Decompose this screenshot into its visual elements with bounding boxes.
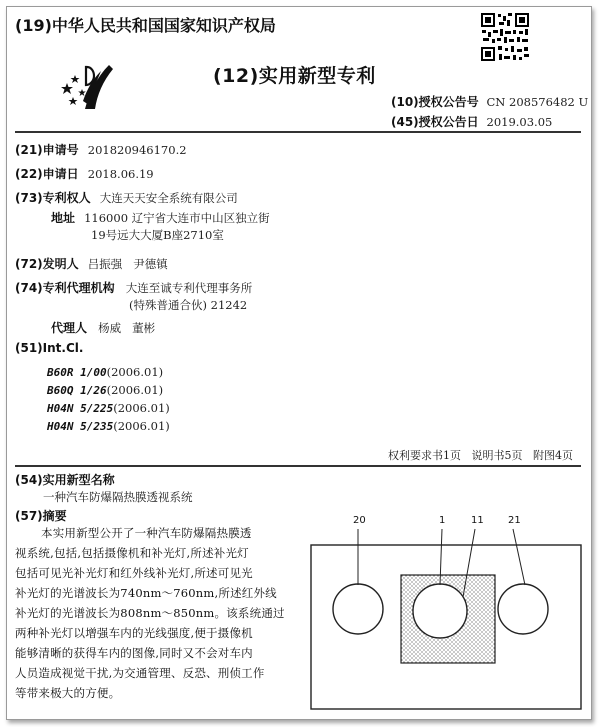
abstract-line: 本实用新型公开了一种汽车防爆隔热膜透 [41,526,252,540]
figure-label: 21 [508,515,521,526]
abstract-line: 补光灯的光谱波长为808nm～850nm。该系统通过 [15,606,285,620]
title-label: (54)实用新型名称 [15,473,115,487]
application-date-row [15,163,154,182]
leader-line [513,529,525,585]
abstract-line: 能够清晰的获得车内的图像,同时又不会对车内 [15,646,253,660]
application-number-label: (21)申请号 [15,143,79,157]
abstract-line: 包括可见光补光灯和红外线补光灯,所述可见光 [15,566,253,580]
abstract-figure [303,505,585,715]
header-divider [15,131,581,133]
agent-row [51,317,155,336]
ipc-row [47,415,170,434]
ipc-version: (2006.01) [113,419,170,433]
ipc-code: H04N 5/225 [47,402,114,415]
inventor-row [15,253,168,272]
utility-model-title: 一种汽车防爆隔热膜透视系统 [43,490,193,504]
document-type: (12)实用新型专利 [213,65,376,87]
intcl-label: (51)Int.Cl. [15,341,84,355]
abstract-label: (57)摘要 [15,509,67,523]
publication-number: CN 208576482 U [486,95,589,109]
publication-date: 2019.03.05 [486,115,553,129]
inventor-label: (72)发明人 [15,257,79,271]
address-line-1: 116000 辽宁省大连市中山区独立街 [84,211,270,225]
pages-info: 权利要求书1页 说明书5页 附图4页 [388,449,573,462]
agent-label: 代理人 [51,321,88,335]
agents: 杨威 董彬 [98,321,156,335]
abstract-line: 补光灯的光谱波长为740nm～760nm,所述红外线 [15,586,277,600]
ipc-code: B60Q 1/26 [47,384,107,397]
ipc-version: (2006.01) [106,365,164,379]
abstract-line: 人员造成视觉干扰,为交通管理、反恐、刑侦工作 [15,666,265,680]
right-lamp [498,584,548,634]
abstract-line: 视系统,包括,包括摄像机和补光灯,所述补光灯 [15,546,249,560]
inventors: 吕振强 尹德镇 [87,257,168,271]
ipc-version: (2006.01) [106,383,164,397]
left-lamp [333,584,383,634]
application-number: 201820946170.2 [87,143,187,157]
agency-line-2: (特殊普通合伙) 21242 [129,298,248,312]
figure-label: 20 [353,515,366,526]
camera-lens [413,584,467,638]
patentee-label: (73)专利权人 [15,191,91,205]
ipc-code: H04N 5/235 [47,420,114,433]
application-date: 2018.06.19 [87,167,154,181]
figure-label: 11 [471,515,484,526]
section-divider [15,465,581,467]
application-number-row [15,139,187,158]
ipc-version: (2006.01) [113,401,170,415]
agency-row [15,277,252,296]
ipc-code: B60R 1/00 [47,366,107,379]
agency-line-1: 大连至诚专利代理事务所 [125,281,253,295]
agency-label: (74)专利代理机构 [15,281,115,295]
patentee-row [15,187,238,206]
ipc-row [47,361,163,380]
publication-date-row [391,113,552,130]
office-name: (19)中华人民共和国国家知识产权局 [15,16,276,35]
publication-number-row [391,93,588,110]
address-row [51,207,270,226]
publication-date-label: (45)授权公告日 [391,115,479,129]
patent-page [6,6,592,720]
ipc-row [47,397,170,416]
address-line-2: 19号远大大厦B座2710室 [91,228,224,242]
publication-number-label: (10)授权公告号 [391,95,479,109]
application-date-label: (22)申请日 [15,167,79,181]
cnipa-emblem [61,59,117,113]
address-label: 地址 [51,211,76,225]
abstract-line: 两种补光灯以增强车内的光线强度,便于摄像机 [15,626,253,640]
patentee: 大连天天安全系统有限公司 [99,191,238,205]
figure-label: 1 [439,515,446,526]
abstract-line: 等带来极大的方便。 [15,686,121,700]
qr-code [479,11,531,63]
ipc-row [47,379,163,398]
